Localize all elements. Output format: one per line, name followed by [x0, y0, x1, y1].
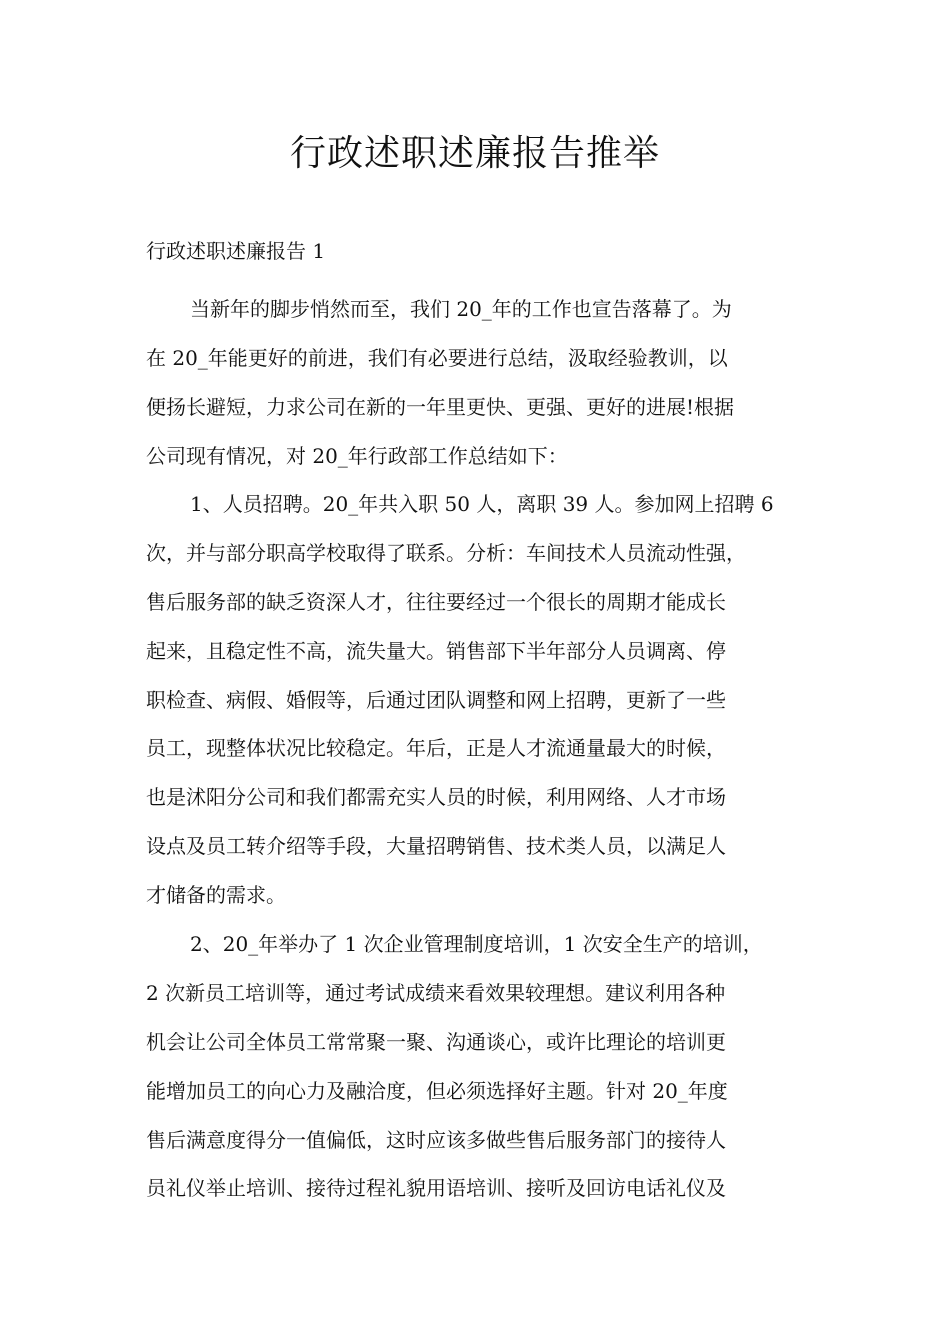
paragraph-line: 2 次新员工培训等，通过考试成绩来看效果较理想。建议利用各种 [146, 980, 726, 1005]
paragraph-line: 在 20_年能更好的前进，我们有必要进行总结，汲取经验教训，以 [146, 345, 728, 370]
paragraph-line: 也是沭阳分公司和我们都需充实人员的时候，利用网络、人才市场 [146, 785, 726, 810]
paragraph-line: 当新年的脚步悄然而至，我们 20_年的工作也宣告落幕了。为 [190, 297, 732, 321]
paragraph-line: 售后服务部的缺乏资深人才，往往要经过一个很长的周期才能成长 [146, 589, 726, 614]
paragraph-line: 能增加员工的向心力及融洽度，但必须选择好主题。针对 20_年度 [146, 1078, 728, 1103]
paragraph-line: 起来，且稳定性不高，流失量大。销售部下半年部分人员调离、停 [146, 638, 726, 663]
paragraph-line: 2、20_年举办了 1 次企业管理制度培训，1 次安全生产的培训， [190, 932, 763, 956]
paragraph-line: 机会让公司全体员工常常聚一聚、沟通谈心，或许比理论的培训更 [146, 1029, 726, 1054]
paragraph-line: 职检查、病假、婚假等，后通过团队调整和网上招聘，更新了一些 [146, 687, 726, 712]
paragraph-line: 1、人员招聘。20_年共入职 50 人，离职 39 人。参加网上招聘 6 [190, 492, 774, 516]
paragraph-line: 公司现有情况，对 20_年行政部工作总结如下： [146, 443, 568, 468]
paragraph-line: 便扬长避短，力求公司在新的一年里更快、更强、更好的进展!根据 [146, 394, 735, 419]
paragraph-line: 员工，现整体状况比较稳定。年后，正是人才流通量最大的时候， [146, 736, 726, 761]
paragraph-line: 售后满意度得分一值偏低，这时应该多做些售后服务部门的接待人 [146, 1127, 726, 1152]
paragraph-1 [146, 285, 812, 481]
paragraph-line: 才储备的需求。 [146, 883, 286, 908]
page-title: 行政述职述廉报告推举 [289, 133, 660, 174]
section-heading: 行政述职述廉报告 1 [146, 239, 326, 263]
paragraph-line: 员礼仪举止培训、接待过程礼貌用语培训、接听及回访电话礼仪及 [146, 1176, 726, 1201]
paragraph-3 [146, 920, 812, 1213]
paragraph-2 [146, 480, 812, 920]
paragraph-line: 设点及员工转介绍等手段，大量招聘销售、技术类人员，以满足人 [146, 834, 726, 859]
paragraph-line: 次，并与部分职高学校取得了联系。分析：车间技术人员流动性强， [146, 540, 746, 565]
